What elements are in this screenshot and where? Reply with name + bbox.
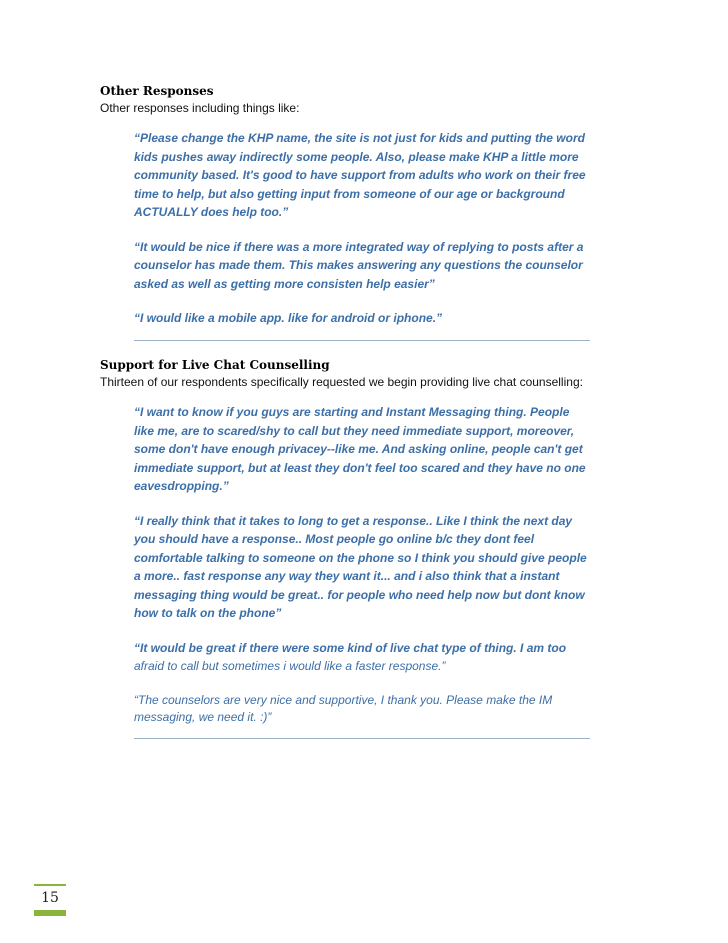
quote-block xyxy=(134,129,590,341)
quote: “It would be nice if there was a more integrated way of replying to posts after a counselor has made them. This makes answering any questions the counselor asked as well as getting more consisten help easier” xyxy=(134,239,584,291)
quote: “The counselors are very nice and supportive, I thank you. Please make the IM messaging, we need it. :)” xyxy=(134,692,553,724)
quote: “I would like a mobile app. like for android or iphone.” xyxy=(134,311,443,325)
section-other-responses xyxy=(100,82,600,341)
section-intro: Thirteen of our respondents specifically requested we begin providing live chat counselling: xyxy=(100,375,583,389)
section-live-chat xyxy=(100,356,600,739)
quote: “Please change the KHP name, the site is not just for kids and putting the word kids pushes away indirectly some people. Also, please make KHP a little more community based. It's good to have support from adults who work on their free time to help, but also getting input from someone of our age or background ACTUALLY does help too.” xyxy=(134,131,586,219)
quote-text: “It would be great if there were some kind of live chat type of thing. I am too xyxy=(134,640,567,655)
quote xyxy=(134,639,590,676)
quote-text-plain: afraid to call but sometimes i would like a faster response.” xyxy=(134,659,446,673)
section-heading: Support for Live Chat Counselling xyxy=(100,358,330,372)
quote: “I want to know if you guys are starting and Instant Messaging thing. People like me, are to scared/shy to call but they need immediate support, moreover, some don't have enough privacey--like me. And asking online, people can't get immediate support, but at least they don't feel too scared and they have no one eavesdropping.” xyxy=(134,405,586,493)
page-number: 15 xyxy=(34,884,66,916)
section-heading: Other Responses xyxy=(100,84,214,98)
quote-block xyxy=(134,403,590,739)
section-intro: Other responses including things like: xyxy=(100,101,300,115)
quote: “I really think that it takes to long to get a response.. Like I think the next day you should have a response.. Most people go online b/c they dont feel comfortable talking to someone on the phone so I think you should give people a more.. fast response any way they want it... and i also think that a instant messaging thing would be great.. for people who need help now but dont know how to talk on the phone” xyxy=(134,513,587,620)
